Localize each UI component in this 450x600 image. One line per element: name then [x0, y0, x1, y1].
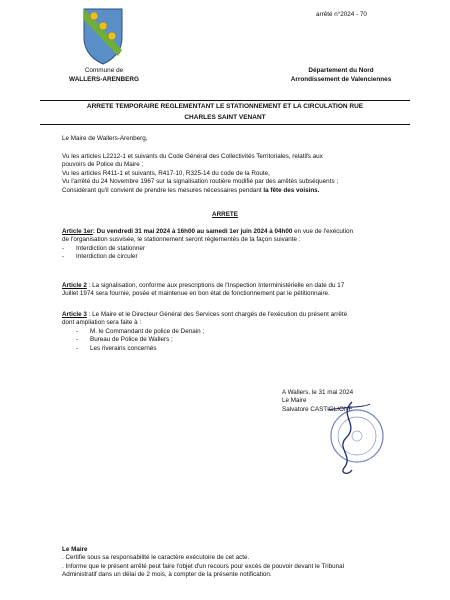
handwritten-signature — [318, 398, 378, 478]
article-1-line: de l'organisation susvisée, le stationnement seront réglementés de la façon suivante : — [62, 236, 301, 244]
department-name: Département du Nord — [308, 67, 374, 74]
article-2-line: Juillet 1974 sera fournie, posée et maintenue en bon état de fonctionnement par le pétitionnaire. — [62, 290, 330, 298]
commune-name: WALLERS-ARENBERG — [69, 76, 139, 83]
article-2-text: : La signalisation, conforme aux prescriptions de l'Inspection Interministérielle en date du 17 — [86, 282, 345, 289]
article-3-list — [76, 328, 407, 353]
coat-of-arms-logo — [78, 6, 128, 66]
article-1-label: Article 1er — [62, 228, 93, 235]
title-line-1: ARRETE TEMPORAIRE REGLEMENTANT LE STATIONNEMENT ET LA CIRCULATION RUE — [86, 103, 364, 110]
footer-notes — [62, 546, 412, 580]
list-item: - Les riverains concernés — [76, 345, 407, 353]
footer-title: Le Maire — [62, 546, 88, 553]
commune-label: Commune de — [84, 67, 124, 74]
department-block — [276, 66, 406, 84]
article-1-dates: : Du vendredi 31 mai 2024 à 16h00 au samedi 1er juin 2024 à 04h00 — [92, 228, 293, 235]
article-2-label: Article 2 — [62, 282, 87, 289]
list-item: - Bureau de Police de Wallers ; — [76, 336, 407, 344]
footer-line: . Informe que le présent arrêté peut faire l'objet d'un recours pour excès de pouvoir devant le Tribunal — [62, 562, 345, 570]
article-2 — [62, 282, 407, 299]
article-1 — [62, 228, 407, 262]
considerations-block — [62, 153, 402, 195]
event-name: la fête des voisins. — [263, 186, 320, 194]
arrete-heading: ARRETE — [212, 211, 238, 218]
article-3-label: Article 3 — [62, 311, 87, 318]
consideration-text: Considérant qu'il convient de prendre les mesures nécessaires pendant — [62, 186, 264, 194]
commune-block — [54, 66, 154, 84]
consideration-line: Vu les articles L2212-1 et suivants du Code Général des Collectivités Territoriales, relatifs aux — [62, 153, 323, 160]
signature-place-date: A Wallers, le 31 mai 2024 — [282, 389, 354, 396]
intro-text: Le Maire de Wallers-Arenberg, — [62, 135, 148, 142]
list-item: - M. le Commandant de police de Denain ; — [76, 328, 407, 336]
consideration-line — [62, 187, 402, 195]
article-3-line: dont ampliation sera faite à : — [62, 319, 142, 327]
signature-name: Salvatore CASTIGLIONE — [282, 405, 353, 413]
title-bottom-rule — [40, 124, 410, 125]
article-3-line — [62, 311, 407, 319]
consideration-line: pouvoirs de Police du Maire ; — [62, 161, 144, 169]
article-1-line — [62, 228, 407, 236]
consideration-line: Vu les articles R411-1 et suivants, R417-10, R325-14 du code de la Route, — [62, 169, 270, 177]
article-3 — [62, 311, 407, 353]
consideration-line: Vu l'arrêté du 24 Novembre 1967 sur la signalisation routière modifié par des arrêtés subséquents ; — [62, 178, 339, 186]
article-1-list — [62, 245, 407, 262]
title-line-2: CHARLES SAINT VENANT — [184, 114, 266, 121]
document-title — [40, 101, 410, 123]
footer-line: . Certifie sous sa responsabilité le caractère exécutoire de cet acte. — [62, 554, 250, 562]
article-2-line — [62, 282, 407, 290]
signature-role: Le Maire — [282, 397, 307, 405]
list-item: - Interdiction de circuler — [62, 253, 407, 261]
arrondissement-name: Arrondissement de Valenciennes — [290, 76, 392, 83]
article-1-text: en vue de l'exécution — [292, 228, 354, 235]
article-3-text: : Le Maire et le Directeur Général des Services sont chargés de l'exécution du présent arrêté — [86, 311, 348, 318]
footer-line: Administratif dans un délai de 2 mois, à compter de la présente notification. — [62, 571, 272, 579]
arrete-reference: arrêté n°2024 - 70 — [316, 11, 367, 18]
list-item: - Interdiction de stationner — [62, 245, 407, 253]
